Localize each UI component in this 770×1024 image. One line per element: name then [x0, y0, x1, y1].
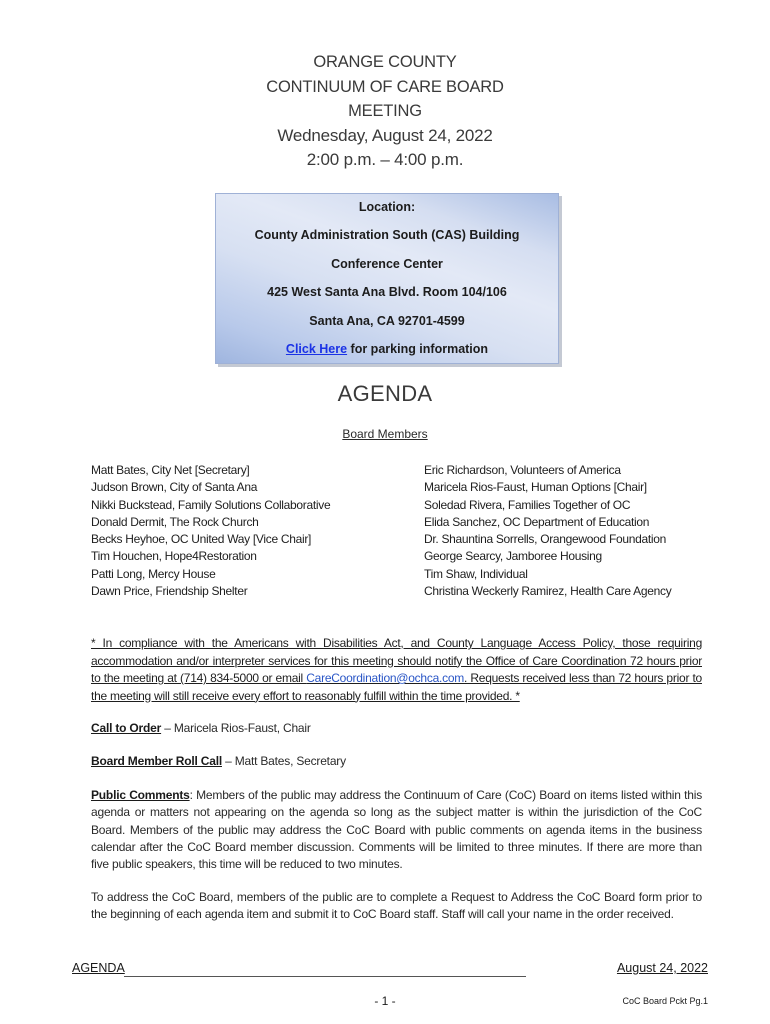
location-room-name: Conference Center [331, 257, 443, 271]
location-building: County Administration South (CAS) Building [254, 228, 520, 242]
footer-date: August 24, 2022 [616, 961, 708, 975]
footer-bar [72, 961, 708, 979]
address-board-instructions: To address the CoC Board, members of the public are to complete a Request to Address the CoC Board form prior to the beginning of each agenda item and submit it to CoC Board staff. Staff will call your name in the order received. [91, 890, 702, 922]
agenda-heading: AGENDA [337, 381, 433, 406]
call-to-order-label: Call to Order [91, 721, 162, 735]
footer-agenda-label: AGENDA [72, 961, 125, 975]
board-member: Patti Long, Mercy House [91, 566, 216, 581]
public-comments-text: : Members of the public may address the Continuum of Care (CoC) Board on items listed within this agenda or matters not appearing on the agenda so long as the subject matter is within the jurisdiction of the CoC Board. Members of the public may address the CoC Board with public comments on agenda items in the business calendar after the CoC Board member discussion. Comments will be limited to three minutes. If there are more than five public speakers, this time will be reduced to two minutes. [91, 788, 702, 872]
meeting-date: Wednesday, August 24, 2022 [277, 125, 493, 145]
call-to-order-text: – Maricela Rios-Faust, Chair [161, 721, 311, 735]
page-number: - 1 - [374, 994, 396, 1008]
location-city: Santa Ana, CA 92701-4599 [309, 314, 465, 328]
board-member: Tim Houchen, Hope4Restoration [91, 549, 257, 564]
title-county: ORANGE COUNTY [313, 53, 457, 71]
board-member: Tim Shaw, Individual [424, 566, 528, 581]
board-members-left-column [91, 462, 330, 600]
parking-line [216, 342, 558, 356]
roll-call-label: Board Member Roll Call [91, 754, 222, 768]
meeting-time: 2:00 p.m. – 4:00 p.m. [306, 150, 464, 169]
board-member: Soledad Rivera, Families Together of OC [424, 497, 631, 512]
board-members-heading-text: Board Members [342, 427, 428, 441]
board-member: Becks Heyhoe, OC United Way [Vice Chair] [91, 532, 312, 547]
board-member: Matt Bates, City Net [Secretary] [91, 463, 250, 477]
ada-notice-text-end: . Requests received less than 72 hours prior to the meeting will still receive every effort to reasonably fulfill within the time provided. * [91, 671, 702, 703]
title-board: CONTINUUM OF CARE BOARD [266, 77, 504, 96]
roll-call-text: – Matt Bates, Secretary [221, 754, 346, 768]
board-members-right-column [424, 462, 671, 600]
board-member: Dawn Price, Friendship Shelter [91, 584, 248, 599]
meeting-title-block [0, 50, 770, 173]
footer-rule [124, 976, 526, 977]
location-address: 425 West Santa Ana Blvd. Room 104/106 [267, 285, 507, 299]
parking-info-link[interactable]: Click Here [285, 342, 348, 356]
parking-text: for parking information [347, 342, 489, 356]
ada-notice-text: * In compliance with the Americans with Disabilities Act, and County Language Access Policy, those requiring accommodation and/or interpreter services for this meeting should notify the Office of Care Coordination 72 hours prior to the meeting at (714) 834-5000 or email [91, 636, 702, 685]
public-comments-label: Public Comments [91, 788, 190, 802]
packet-page-label: CoC Board Pckt Pg.1 [622, 996, 708, 1006]
board-member: Christina Weckerly Ramirez, Health Care Agency [424, 584, 672, 599]
roll-call [91, 753, 702, 770]
ada-notice [91, 635, 702, 705]
board-member: Dr. Shauntina Sorrells, Orangewood Foundation [424, 532, 666, 547]
board-member: George Searcy, Jamboree Housing [424, 549, 602, 564]
board-member: Maricela Rios-Faust, Human Options [Chair] [424, 480, 647, 495]
care-coordination-email-link[interactable]: CareCoordination@ochca.com [306, 671, 464, 685]
public-comments [91, 787, 702, 873]
call-to-order [91, 720, 702, 737]
board-member: Donald Dermit, The Rock Church [91, 514, 259, 529]
location-label: Location: [358, 200, 416, 214]
location-box [215, 193, 559, 364]
title-meeting: MEETING [348, 102, 422, 120]
board-member: Judson Brown, City of Santa Ana [91, 480, 258, 495]
board-member: Eric Richardson, Volunteers of America [424, 463, 621, 477]
board-member: Nikki Buckstead, Family Solutions Collaborative [91, 497, 331, 512]
board-members-heading [0, 427, 770, 441]
board-member: Elida Sanchez, OC Department of Education [424, 514, 650, 529]
